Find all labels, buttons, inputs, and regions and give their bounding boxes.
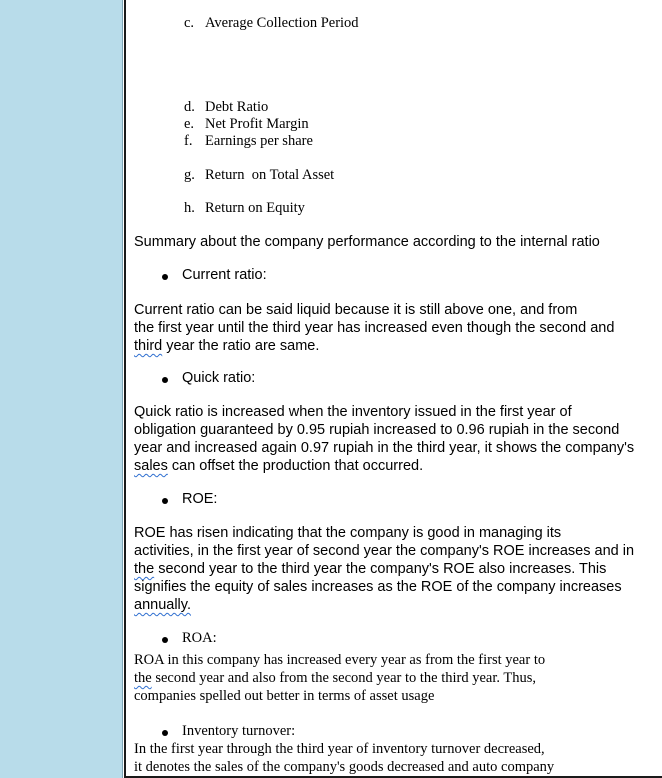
list-marker: e. (184, 116, 195, 132)
paragraph-line: obligation guaranteed by 0.95 rupiah increased to 0.96 rupiah in the second (134, 422, 620, 438)
paragraph-line (134, 560, 654, 578)
list-item-return-on-equity: Return on Equity (205, 200, 305, 216)
paragraph-line (134, 669, 654, 687)
document-page[interactable] (124, 0, 662, 778)
paragraph-line: activities, in the first year of second year the company's ROE increases and in (134, 543, 635, 559)
left-sidebar-panel (0, 0, 123, 778)
paragraph-line (134, 337, 654, 355)
bullet-roe: ROE: (182, 491, 218, 507)
list-marker: d. (184, 99, 195, 115)
list-marker: f. (184, 133, 193, 149)
list-marker: g. (184, 167, 195, 183)
line-text: year the ratio are same. (162, 338, 320, 354)
list-marker: h. (184, 200, 195, 216)
paragraph-line: ROA in this company has increased every year as from the first year to (134, 652, 546, 668)
bullet-icon (162, 637, 168, 643)
paragraph-line: the first year until the third year has increased even though the second and (134, 320, 615, 336)
paragraph-inventory-turnover (134, 740, 654, 776)
line-text: second year to the third year the company's ROE also increases. This (154, 561, 607, 577)
paragraph-line (134, 596, 654, 614)
line-text: second year and also from the second year to the third year. Thus, (151, 670, 536, 686)
list-item-debt-ratio: Debt Ratio (205, 99, 269, 115)
spellcheck-word[interactable]: third (134, 338, 163, 354)
paragraph-quick-ratio (134, 403, 654, 475)
paragraph-roe (134, 524, 654, 614)
bullet-icon (162, 730, 168, 736)
list-item-average-collection-period: Average Collection Period (205, 15, 359, 31)
spellcheck-word[interactable]: annually. (134, 597, 191, 613)
bullet-quick-ratio: Quick ratio: (182, 370, 256, 386)
list-item-net-profit-margin: Net Profit Margin (205, 116, 309, 132)
spellcheck-word[interactable]: sales (134, 458, 168, 474)
bullet-current-ratio: Current ratio: (182, 267, 267, 283)
bullet-icon (162, 377, 168, 383)
summary-heading: Summary about the company performance according to the internal ratio (134, 234, 600, 250)
spellcheck-word[interactable]: the (134, 561, 155, 577)
paragraph-line: Quick ratio is increased when the inventory issued in the first year of (134, 404, 572, 420)
list-marker: c. (184, 15, 195, 31)
paragraph-line (134, 457, 654, 475)
paragraph-current-ratio (134, 301, 654, 355)
paragraph-line: In the first year through the third year of inventory turnover decreased, (134, 741, 545, 757)
paragraph-line: signifies the equity of sales increases as the ROE of the company increases (134, 579, 622, 595)
paragraph-line: Current ratio can be said liquid because it is still above one, and from (134, 302, 578, 318)
bullet-inventory-turnover: Inventory turnover: (182, 723, 296, 739)
paragraph-line: it denotes the sales of the company's goods decreased and auto company (134, 759, 555, 775)
list-item-earnings-per-share: Earnings per share (205, 133, 313, 149)
line-text: can offset the production that occurred. (167, 458, 424, 474)
bullet-icon (162, 498, 168, 504)
paragraph-line: ROE has risen indicating that the company is good in managing its (134, 525, 562, 541)
list-item-return-on-total-asset: Return on Total Asset (205, 167, 335, 183)
paragraph-line: companies spelled out better in terms of asset usage (134, 688, 435, 704)
bullet-icon (162, 274, 168, 280)
paragraph-line: year and increased again 0.97 rupiah in the third year, it shows the company's (134, 440, 635, 456)
paragraph-roa (134, 651, 654, 705)
spellcheck-word[interactable]: the (134, 670, 152, 686)
bullet-roa: ROA: (182, 630, 217, 646)
